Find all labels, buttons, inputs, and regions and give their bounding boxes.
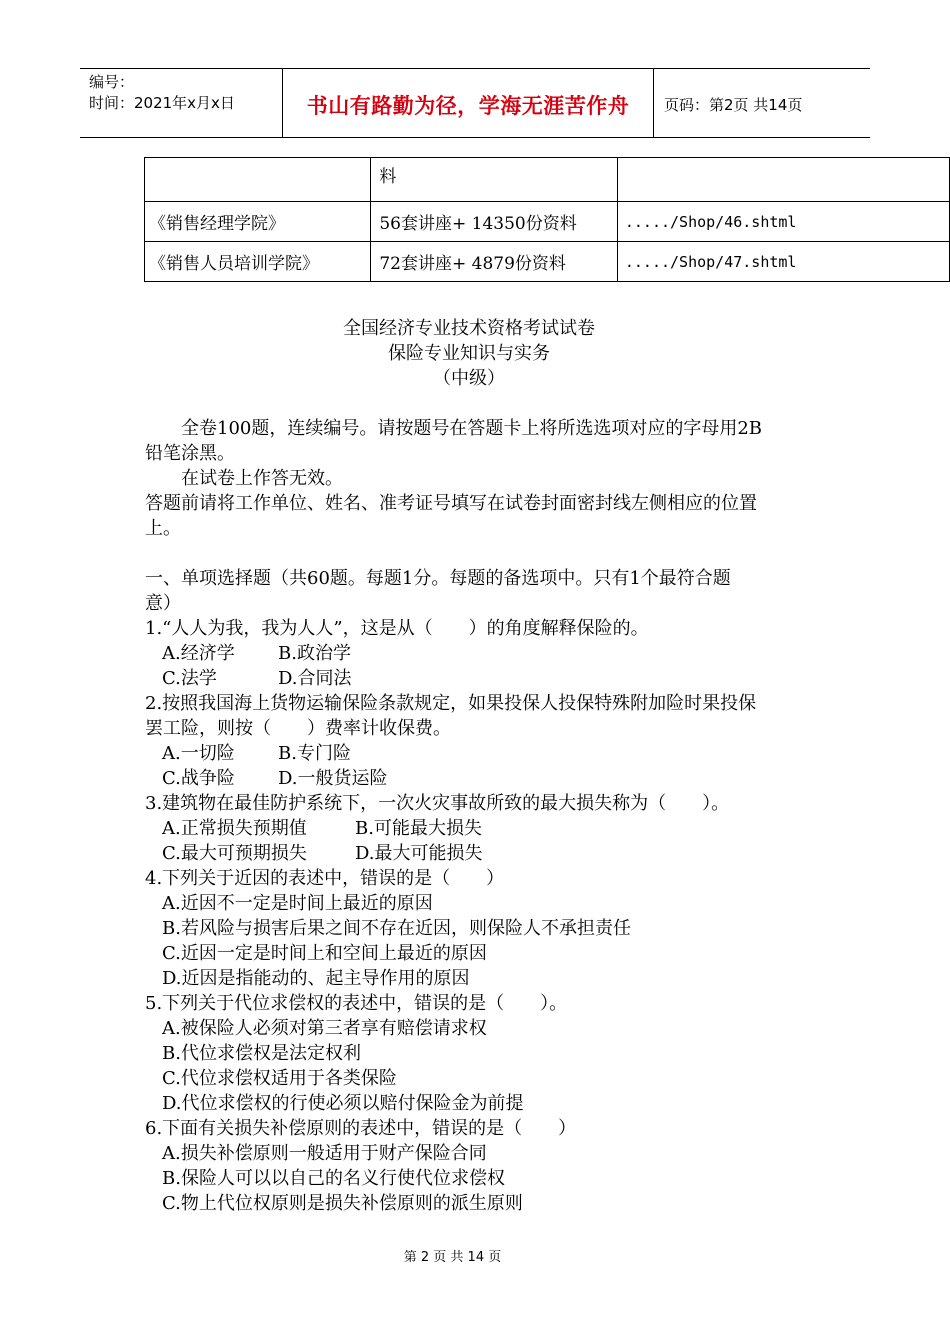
table-cell: 56套讲座+ 14350份资料 [371, 202, 618, 242]
question-stem: 罢工险，则按（ ）费率计收保费。 [145, 718, 451, 739]
instruction-line: 答题前请将工作单位、姓名、准考证号填写在试卷封面密封线左侧相应的位置 [145, 493, 757, 514]
option: D.代位求偿权的行使必须以赔付保险金为前提 [162, 1093, 524, 1114]
option: A.正常损失预期值 [162, 818, 307, 839]
option: C.代位求偿权适用于各类保险 [162, 1068, 397, 1089]
option: B.代位求偿权是法定权利 [162, 1043, 361, 1064]
section-title: 一、单项选择题（共60题。每题1分。每题的备选项中。只有1个最符合题 [145, 568, 731, 589]
option: B.专门险 [278, 743, 351, 764]
table-row [145, 242, 950, 282]
option-row [145, 841, 805, 866]
motto: 书山有路勤为径，学海无涯苦作舟 [306, 94, 630, 118]
option: A.近因不一定是时间上最近的原因 [162, 893, 433, 914]
instruction-line: 全卷100题，连续编号。请按题号在答题卡上将所选选项对应的字母用2B [181, 418, 763, 439]
question-stem: 6.下面有关损失补偿原则的表述中，错误的是（ ） [145, 1118, 577, 1139]
page-footer [0, 1246, 950, 1265]
option: C.近因一定是时间上和空间上最近的原因 [162, 943, 487, 964]
table-cell [145, 158, 371, 202]
option: B.若风险与损害后果之间不存在近因，则保险人不承担责任 [162, 918, 631, 939]
option: D.一般货运险 [278, 768, 388, 789]
option: A.一切险 [162, 743, 235, 764]
option: C.法学 [162, 668, 217, 689]
table-row [145, 202, 950, 242]
option-row [145, 641, 805, 666]
table-cell: 72套讲座+ 4879份资料 [371, 242, 618, 282]
option: C.物上代位权原则是损失补偿原则的派生原则 [162, 1193, 523, 1214]
option: D.近因是指能动的、起主导作用的原因 [162, 968, 470, 989]
option-row [145, 666, 805, 691]
option: A.被保险人必须对第三者享有赔偿请求权 [162, 1018, 487, 1039]
question-stem: 5.下列关于代位求偿权的表述中，错误的是（ ）。 [145, 993, 568, 1014]
footer-page-number: 第 2 页 共 14 页 [403, 1250, 502, 1265]
question-stem: 4.下列关于近因的表述中，错误的是（ ） [145, 868, 505, 889]
catalog-table [144, 157, 950, 282]
exam-subject: 保险专业知识与实务 [388, 343, 550, 364]
header-motto-cell [282, 69, 654, 137]
instruction-line: 铅笔涂黑。 [145, 443, 235, 464]
option-row [145, 766, 805, 791]
link-cell[interactable]: ...../Shop/47.shtml [617, 242, 949, 282]
option: B.政治学 [278, 643, 351, 664]
section-title: 意） [145, 593, 181, 614]
page-code: 页码：第2页 共14页 [664, 95, 803, 114]
question-stem: 1.“人人为我，我为人人”，这是从（ ）的角度解释保险的。 [145, 618, 649, 639]
option: C.战争险 [162, 768, 235, 789]
table-row [145, 158, 950, 202]
option: B.保险人可以以自己的名义行使代位求偿权 [162, 1168, 505, 1189]
time-label: 时间：2021年x月x日 [89, 94, 235, 112]
table-cell: 《销售人员培训学院》 [145, 242, 371, 282]
instruction-line: 在试卷上作答无效。 [181, 468, 343, 489]
table-cell: 《销售经理学院》 [145, 202, 371, 242]
page-header [80, 68, 870, 138]
option: D.最大可能损失 [355, 843, 483, 864]
instruction-line: 上。 [145, 518, 181, 539]
exam-body [145, 416, 805, 1216]
link-cell[interactable]: ...../Shop/46.shtml [617, 202, 949, 242]
option: B.可能最大损失 [355, 818, 482, 839]
question-stem: 3.建筑物在最佳防护系统下，一次火灾事故所致的最大损失称为（ ）。 [145, 793, 730, 814]
question-stem: 2.按照我国海上货物运输保险条款规定，如果投保人投保特殊附加险时果投保 [145, 693, 757, 714]
table-cell: 料 [371, 158, 618, 202]
table-cell [617, 158, 949, 202]
exam-title: 全国经济专业技术资格考试试卷 [343, 318, 595, 339]
number-label: 编号： [89, 73, 135, 91]
option: C.最大可预期损失 [162, 843, 307, 864]
exam-titles [0, 316, 950, 391]
option-row [145, 741, 805, 766]
option: A.经济学 [162, 643, 235, 664]
option-row [145, 816, 805, 841]
option: A.损失补偿原则一般适用于财产保险合同 [162, 1143, 487, 1164]
option: D.合同法 [278, 668, 352, 689]
exam-level: （中级） [433, 368, 505, 389]
header-meta [80, 69, 282, 137]
